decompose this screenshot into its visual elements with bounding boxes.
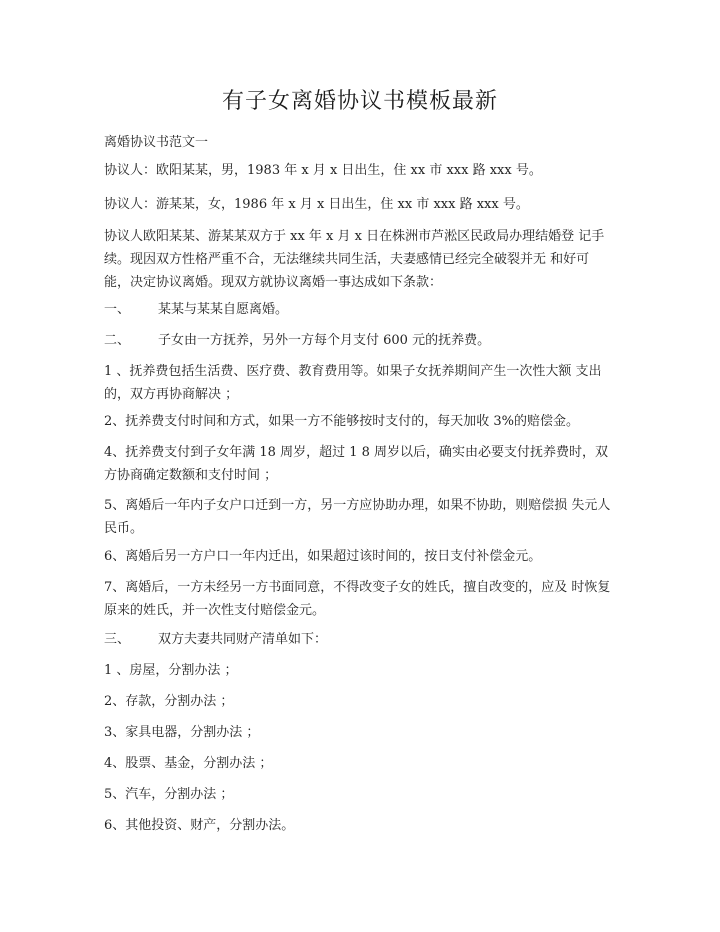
child-support-item-1: 1 、抚养费包括生活费、医疗费、教育费用等。如果子女抚养期间产生一次性大额 支出的，双方再协商解决 ；: [104, 364, 602, 402]
property-item-5: 5、汽车，分割办法 ；: [104, 787, 234, 802]
property-item-4: 4、股票、基金，分割办法 ；: [104, 756, 273, 771]
clause-2-text: 子女由一方抚养，另外一方每个月支付 600 元的抚养费。: [158, 333, 491, 348]
clause-1: [104, 298, 614, 321]
party-paragraph-2: 协议人：游某某，女，1986 年 x 月 x 日出生，住 xx 市 xxx 路 xxx 号。: [104, 197, 529, 212]
child-support-item-4: 4、抚养费支付到子女年满 18 周岁，超过 1 8 周岁以后，确实由必要支付抚养费时，双方协商确定数额和支付时间 ；: [104, 445, 609, 483]
clause-2: [104, 329, 614, 352]
child-support-item-6: 6、离婚后另一方户口一年内迁出，如果超过该时间的，按日支付补偿金元。: [104, 549, 542, 564]
child-support-item-5: 5、离婚后一年内子女户口迁到一方，另一方应协助办理，如果不协助，则赔偿损 失元人民币。: [104, 498, 611, 536]
clause-2-number: 二、: [104, 333, 131, 348]
party-paragraph-1: 协议人：欧阳某某，男，1983 年 x 月 x 日出生，住 xx 市 xxx 路 xxx 号。: [104, 163, 542, 178]
document-title: 有子女离婚协议书模板最新: [221, 89, 498, 114]
property-item-6: 6、其他投资、财产，分割办法。: [104, 818, 295, 833]
property-item-1: 1 、房屋，分割办法 ；: [104, 663, 238, 678]
clause-3: [104, 628, 614, 651]
child-support-item-7: 7、离婚后，一方未经另一方书面同意，不得改变子女的姓氏，擅自改变的，应及 时恢复原来的姓氏，并一次性支付赔偿金元。: [104, 580, 611, 618]
property-item-2: 2、存款，分割办法 ；: [104, 694, 234, 709]
clause-1-number: 一、: [104, 302, 131, 317]
agreement-intro-paragraph: 协议人欧阳某某、游某某双方于 xx 年 x 月 x 日在株洲市芦淞区民政局办理结婚登 记手续。现因双方性格严重不合，无法继续共同生活，夫妻感情已经完全破裂并无 和好可能，决定协议离婚。现双方就协议离婚一事达成如下条款：: [104, 229, 605, 290]
clause-3-text: 双方夫妻共同财产清单如下：: [158, 632, 328, 647]
child-support-item-2: 2、抚养费支付时间和方式，如果一方不能够按时支付的，每天加收 3%的赔偿金。: [104, 414, 580, 429]
property-item-3: 3、家具电器，分割办法 ；: [104, 725, 260, 740]
clause-1-text: 某某与某某自愿离婚。: [158, 302, 289, 317]
document-subtitle: 离婚协议书范文一: [104, 135, 209, 150]
clause-3-number: 三、: [104, 632, 131, 647]
